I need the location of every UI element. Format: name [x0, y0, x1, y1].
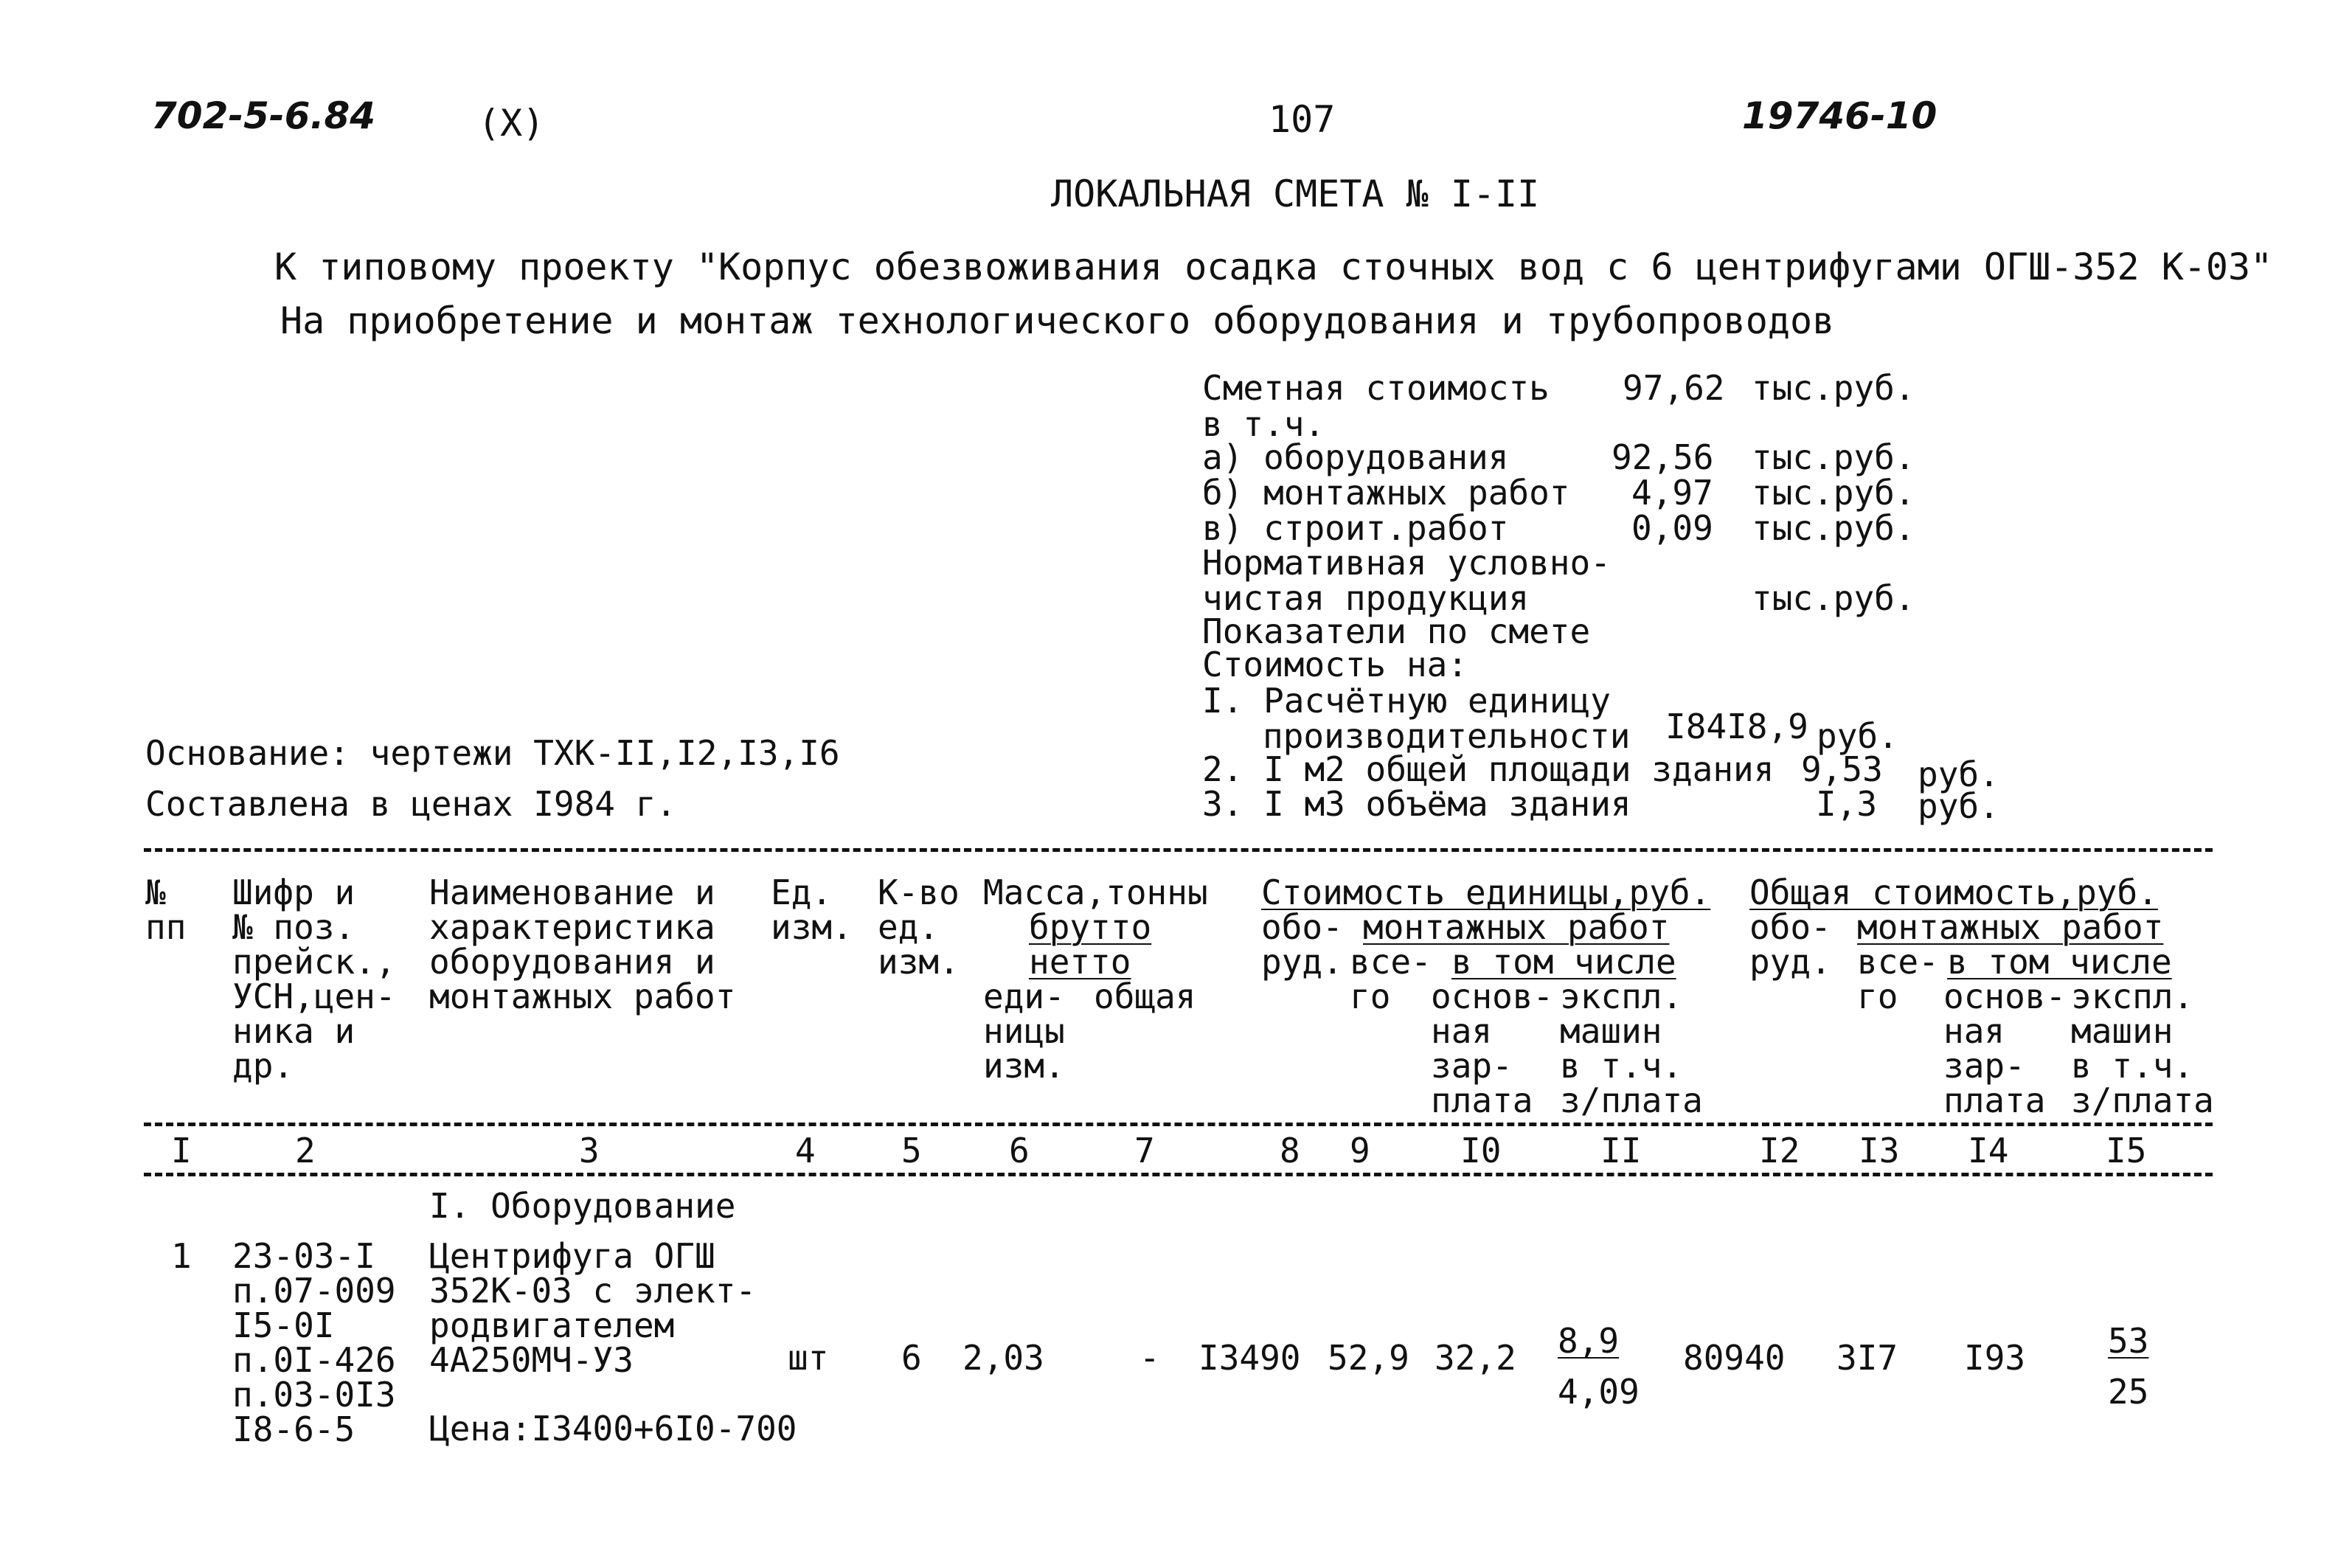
col-qty-header: К-во ед. изм. [878, 873, 960, 982]
row-number: 1 [171, 1236, 192, 1276]
row-unit-wage: 32,2 [1435, 1338, 1516, 1378]
normative-label-1: Нормативная условно- [1202, 543, 1611, 583]
column-number: 6 [1009, 1131, 1030, 1170]
unit-cost-header: Стоимость единицы,руб. [1261, 873, 1711, 912]
purpose-line: На приобретение и монтаж технологического оборудования и трубопроводов [280, 299, 1835, 342]
equipment-label: а) оборудования [1202, 437, 1509, 477]
cost-on-label: Стоимость на: [1202, 645, 1468, 684]
column-number: 4 [795, 1131, 816, 1170]
row-unit: шт [788, 1338, 829, 1378]
indicator-2-label: 2. I м2 общей площади здания [1202, 749, 1775, 789]
copy-mark: (X) [478, 102, 545, 145]
column-number: 2 [295, 1131, 316, 1170]
indicator-1-label-2: производительности [1263, 716, 1631, 756]
col-num-header: № пп [145, 873, 187, 947]
total-unit: тыс.руб. [1752, 368, 1915, 408]
column-number: 8 [1280, 1131, 1300, 1170]
construction-unit: тыс.руб. [1752, 508, 1915, 548]
total-wage-header: основ- ная зар- плата [1943, 976, 2067, 1120]
row-name: Центрифуга ОГШ 352К-03 с элект- родвигателем 4А250МЧ-УЗ [429, 1236, 757, 1380]
column-number: I [171, 1131, 192, 1170]
normative-label-2: чистая продукция [1202, 578, 1530, 618]
total-mach-header: экспл. машин в т.ч. з/плата [2071, 976, 2214, 1120]
unit-equip-header: обо- руд. [1261, 907, 1343, 982]
prices-line: Составлена в ценах I984 г. [145, 784, 677, 824]
row-total-equip: 80940 [1683, 1338, 1786, 1378]
mass-total-header: общая [1094, 976, 1196, 1016]
row-code: 23-03-I п.07-009 I5-0I п.0I-426 п.03-0I3 I8-6-5 [232, 1236, 396, 1449]
col-unit-header: Ед. изм. [771, 873, 853, 947]
row-total-wage: I93 [1964, 1338, 2026, 1378]
unit-all-header: все- го [1350, 942, 1432, 1016]
row-mass-unit: 2,03 [962, 1338, 1044, 1378]
unit-wage-header: основ- ная зар- плата [1431, 976, 1554, 1120]
unit-mach-header: экспл. машин в т.ч. з/плата [1560, 976, 1703, 1120]
col-code-header: Шифр и № поз. прейск., УСН,цен- ника и др. [232, 873, 396, 1086]
mass-header: Масса,тонны [983, 873, 1208, 912]
row-mass-total: - [1139, 1338, 1160, 1378]
total-value: 97,62 [1623, 368, 1725, 408]
column-number: I2 [1759, 1131, 1800, 1170]
incl-label: в т.ч. [1202, 404, 1325, 444]
row-unit-mont-all: 52,9 [1328, 1338, 1409, 1378]
installation-unit: тыс.руб. [1752, 473, 1915, 513]
section-title: I. Оборудование [429, 1186, 736, 1226]
total-all-header: все- го [1857, 942, 1939, 1016]
indicator-1-value: I84I8,9 [1665, 707, 1808, 746]
row-total-mach-wage: 25 [2108, 1372, 2149, 1412]
construction-value: 0,09 [1631, 508, 1713, 548]
unit-mont-header: монтажных работ [1363, 907, 1670, 947]
basis-line: Основание: чертежи ТХК-II,I2,I3,I6 [145, 733, 840, 773]
row-unit-equip: I3490 [1198, 1338, 1301, 1378]
column-number: I5 [2106, 1131, 2147, 1170]
row-unit-mach: 8,9 [1558, 1321, 1620, 1361]
column-number: II [1600, 1131, 1642, 1170]
numbers-bottom-rule [144, 1173, 2213, 1176]
indicator-1-unit: руб. [1817, 716, 1898, 756]
handwritten-doc-number: 19746-10 [1742, 94, 1938, 137]
col-name-header: Наименование и характеристика оборудования и монтажных работ [429, 873, 736, 1016]
column-number: 7 [1134, 1131, 1155, 1170]
indicator-2-value: 9,53 [1801, 749, 1883, 789]
column-number: I3 [1859, 1131, 1900, 1170]
total-label: Сметная стоимость [1202, 368, 1550, 408]
row-price: Цена:I3400+6I0-700 [429, 1409, 797, 1449]
mass-unit-header: еди- ницы изм. [983, 976, 1065, 1086]
unit-incl-header: в том числе [1451, 942, 1676, 982]
page-title: ЛОКАЛЬНАЯ СМЕТА № I-II [1051, 173, 1540, 215]
table-top-rule [144, 848, 2213, 852]
page-number: 107 [1269, 98, 1336, 141]
indicators-label: Показатели по смете [1202, 611, 1591, 651]
indicator-1-label: I. Расчётную единицу [1202, 681, 1611, 721]
handwritten-code: 702-5-6.84 [151, 94, 376, 137]
mass-brutto-header: брутто [1029, 907, 1152, 947]
total-mont-header: монтажных работ [1857, 907, 2164, 947]
indicator-2-unit: руб. [1918, 754, 1999, 794]
total-cost-header: Общая стоимость,руб. [1749, 873, 2158, 912]
project-line: К типовому проекту "Корпус обезвоживания осадка сточных вод с 6 центрифугами ОГШ-352 К-03" [274, 246, 2273, 288]
indicator-3-unit: руб. [1918, 786, 1999, 826]
column-number: I0 [1460, 1131, 1502, 1170]
header-bottom-rule [144, 1123, 2213, 1126]
equipment-value: 92,56 [1612, 437, 1714, 477]
total-equip-header: обо- руд. [1749, 907, 1831, 982]
row-total-mont-all: 3I7 [1836, 1338, 1898, 1378]
construction-label: в) строит.работ [1202, 508, 1509, 548]
row-unit-mach-wage: 4,09 [1558, 1372, 1640, 1412]
column-number: 9 [1350, 1131, 1370, 1170]
total-incl-header: в том числе [1947, 942, 2172, 982]
equipment-unit: тыс.руб. [1752, 437, 1915, 477]
installation-label: б) монтажных работ [1202, 473, 1570, 513]
mass-netto-header: нетто [1029, 942, 1131, 982]
column-number: 3 [579, 1131, 600, 1170]
indicator-3-value: I,3 [1816, 784, 1878, 824]
column-number: 5 [901, 1131, 922, 1170]
indicator-3-label: 3. I м3 объёма здания [1202, 784, 1631, 824]
normative-unit: тыс.руб. [1752, 578, 1915, 618]
row-qty: 6 [901, 1338, 922, 1378]
row-total-mach: 53 [2108, 1321, 2149, 1361]
column-number: I4 [1968, 1131, 2009, 1170]
installation-value: 4,97 [1631, 473, 1713, 513]
